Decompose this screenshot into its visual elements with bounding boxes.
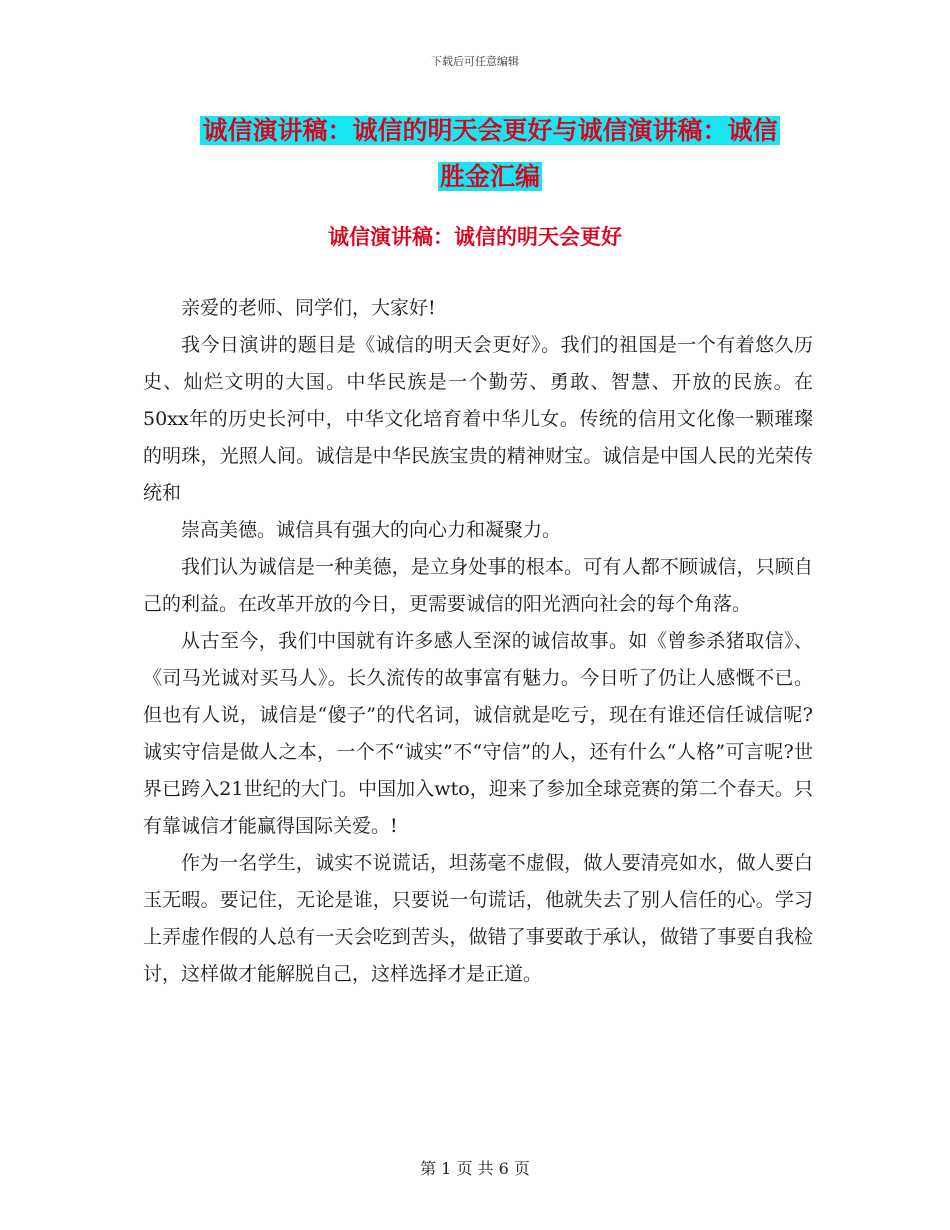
section-title: 诚信演讲稿：诚信的明天会更好 — [328, 225, 622, 249]
paragraph: 作为一名学生，诚实不说谎话，坦荡毫不虚假，做人要清亮如水，做人要白玉无暇。要记住，无论是谁，只要说一句谎话，他就失去了别人信任的心。学习上弄虚作假的人总有一天会吃到苦头，做错了事要敢于承认，做错了事要自我检讨，这样做才能解脱自己，这样选择才是正道。 — [143, 852, 813, 985]
paragraph-greeting: 亲爱的老师、同学们，大家好! — [181, 297, 436, 319]
document-title-line-2: 胜金汇编 — [439, 162, 540, 191]
page-number: 第 1 页 共 6 页 — [420, 1159, 530, 1178]
speech-body — [143, 290, 813, 993]
header-note: 下载后可任意编辑 — [431, 55, 519, 68]
paragraph: 从古至今，我们中国就有许多感人至深的诚信故事。如《曾参杀猪取信》、《司马光诚对买马人》。长久流传的故事富有魅力。今日听了仍让人感慨不已。但也有人说，诚信是“傻子”的代名词，诚信就是吃亏，现在有谁还信任诚信呢?诚实守信是做人之本，一个不“诚实”不“守信”的人，还有什么“人格”可言呢?世界已跨入21世纪的大门。中国加入wto，迎来了参加全球竞赛的第二个春天。只有靠诚信才能赢得国际关爱。! — [143, 630, 813, 837]
paragraph: 崇高美德。诚信具有强大的向心力和凝聚力。 — [181, 519, 562, 541]
paragraph: 我们认为诚信是一种美德，是立身处事的根本。可有人都不顾诚信，只顾自己的利益。在改革开放的今日，更需要诚信的阳光洒向社会的每个角落。 — [143, 556, 813, 615]
document-title-line-1: 诚信演讲稿：诚信的明天会更好与诚信演讲稿：诚信 — [202, 116, 778, 145]
paragraph: 我今日演讲的题目是《诚信的明天会更好》。我们的祖国是一个有着悠久历史、灿烂文明的大国。中华民族是一个勤劳、勇敢、智慧、开放的民族。在50xx年的历史长河中，中华文化培育着中华儿女。传统的信用文化像一颗璀璨的明珠，光照人间。诚信是中华民族宝贵的精神财宝。诚信是中国人民的光荣传统和 — [143, 334, 813, 504]
document-title — [160, 108, 820, 200]
